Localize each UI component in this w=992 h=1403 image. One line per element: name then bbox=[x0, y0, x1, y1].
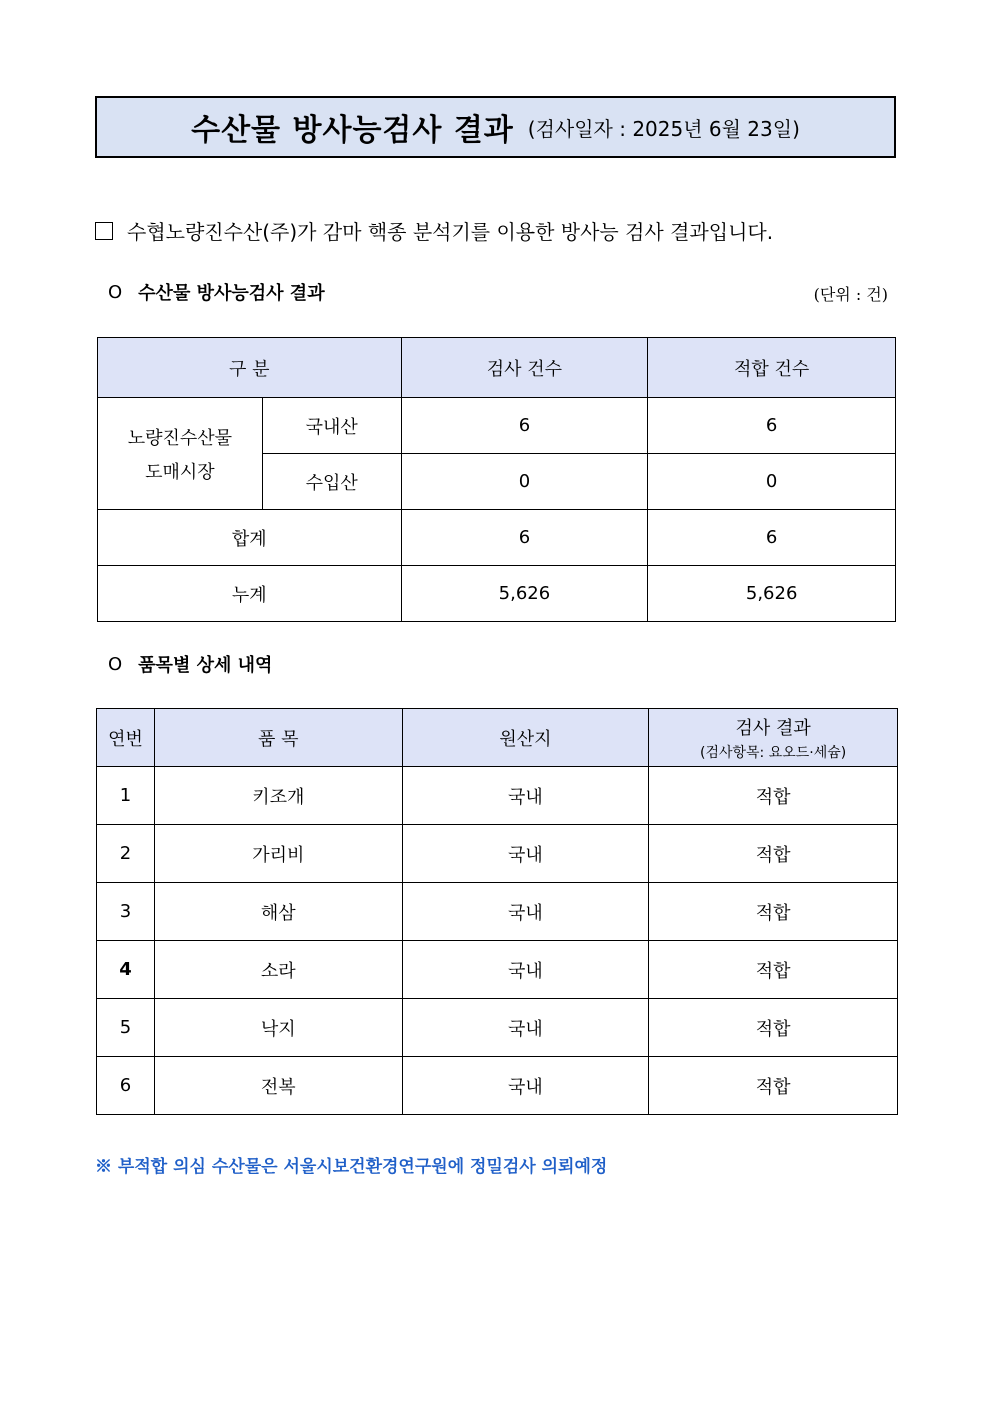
detail-table bbox=[96, 708, 898, 1115]
row-origin: 국내 bbox=[402, 825, 649, 883]
row-item: 소라 bbox=[154, 941, 402, 999]
row-result: 적합 bbox=[649, 883, 898, 941]
row-item: 가리비 bbox=[154, 825, 402, 883]
header-passed: 적합 건수 bbox=[648, 338, 896, 398]
table-row bbox=[97, 999, 898, 1057]
intro-text: 수협노량진수산(주)가 감마 핵종 분석기를 이용한 방사능 검사 결과입니다. bbox=[127, 220, 774, 244]
table-row bbox=[97, 941, 898, 999]
row-item: 해삼 bbox=[154, 883, 402, 941]
row-result: 적합 bbox=[649, 999, 898, 1057]
circle-bullet-icon: O bbox=[108, 281, 123, 303]
row-no: 6 bbox=[97, 1057, 155, 1115]
row-no: 1 bbox=[97, 767, 155, 825]
tested-count: 6 bbox=[401, 398, 648, 454]
summary-table bbox=[97, 337, 896, 622]
table-row bbox=[97, 883, 898, 941]
market-name-line2: 도매시장 bbox=[145, 461, 215, 483]
market-name-line1: 노량진수산물 bbox=[127, 427, 233, 449]
header-origin: 원산지 bbox=[402, 709, 649, 767]
row-result: 적합 bbox=[649, 825, 898, 883]
row-origin: 국내 bbox=[402, 1057, 649, 1115]
row-label: 수입산 bbox=[262, 454, 401, 510]
passed-count: 6 bbox=[648, 398, 896, 454]
circle-bullet-icon: O bbox=[108, 653, 123, 675]
header-result-sub: (검사항목: 요오드·세슘) bbox=[700, 744, 847, 761]
total-tested: 6 bbox=[401, 510, 648, 566]
checkbox-icon bbox=[95, 222, 113, 240]
intro-line bbox=[95, 216, 773, 245]
cumulative-passed: 5,626 bbox=[648, 566, 896, 622]
header-result-label: 검사 결과 bbox=[735, 717, 811, 739]
table-header-row bbox=[98, 338, 896, 398]
row-item: 전복 bbox=[154, 1057, 402, 1115]
document-title-box bbox=[95, 96, 896, 158]
header-item: 품 목 bbox=[154, 709, 402, 767]
row-result: 적합 bbox=[649, 767, 898, 825]
row-no: 2 bbox=[97, 825, 155, 883]
total-passed: 6 bbox=[648, 510, 896, 566]
section-title: 품목별 상세 내역 bbox=[138, 655, 273, 676]
total-row bbox=[98, 510, 896, 566]
row-origin: 국내 bbox=[402, 767, 649, 825]
passed-count: 0 bbox=[648, 454, 896, 510]
tested-count: 0 bbox=[401, 454, 648, 510]
cumulative-tested: 5,626 bbox=[401, 566, 648, 622]
footnote: ※ 부적합 의심 수산물은 서울시보건환경연구원에 정밀검사 의뢰예정 bbox=[95, 1157, 608, 1177]
market-cell bbox=[98, 398, 263, 510]
cumulative-label: 누계 bbox=[98, 566, 402, 622]
row-origin: 국내 bbox=[402, 883, 649, 941]
header-category: 구 분 bbox=[98, 338, 402, 398]
row-origin: 국내 bbox=[402, 999, 649, 1057]
table-row bbox=[98, 398, 896, 454]
header-no: 연번 bbox=[97, 709, 155, 767]
table-row bbox=[97, 1057, 898, 1115]
header-result bbox=[649, 709, 898, 767]
row-item: 키조개 bbox=[154, 767, 402, 825]
row-origin: 국내 bbox=[402, 941, 649, 999]
inspection-date: (검사일자 : 2025년 6월 23일) bbox=[527, 116, 800, 141]
section-heading-details bbox=[108, 651, 272, 677]
row-result: 적합 bbox=[649, 1057, 898, 1115]
table-row bbox=[97, 825, 898, 883]
table-row bbox=[97, 767, 898, 825]
row-no: 4 bbox=[97, 941, 155, 999]
table-header-row bbox=[97, 709, 898, 767]
section-heading-results bbox=[108, 279, 325, 305]
row-item: 낙지 bbox=[154, 999, 402, 1057]
row-no: 5 bbox=[97, 999, 155, 1057]
total-label: 합계 bbox=[98, 510, 402, 566]
unit-label: (단위 : 건) bbox=[813, 285, 888, 304]
row-label: 국내산 bbox=[262, 398, 401, 454]
row-result: 적합 bbox=[649, 941, 898, 999]
header-tested: 검사 건수 bbox=[401, 338, 648, 398]
row-no: 3 bbox=[97, 883, 155, 941]
section-title: 수산물 방사능검사 결과 bbox=[138, 283, 325, 304]
document-title: 수산물 방사능검사 결과 bbox=[191, 113, 514, 148]
cumulative-row bbox=[98, 566, 896, 622]
